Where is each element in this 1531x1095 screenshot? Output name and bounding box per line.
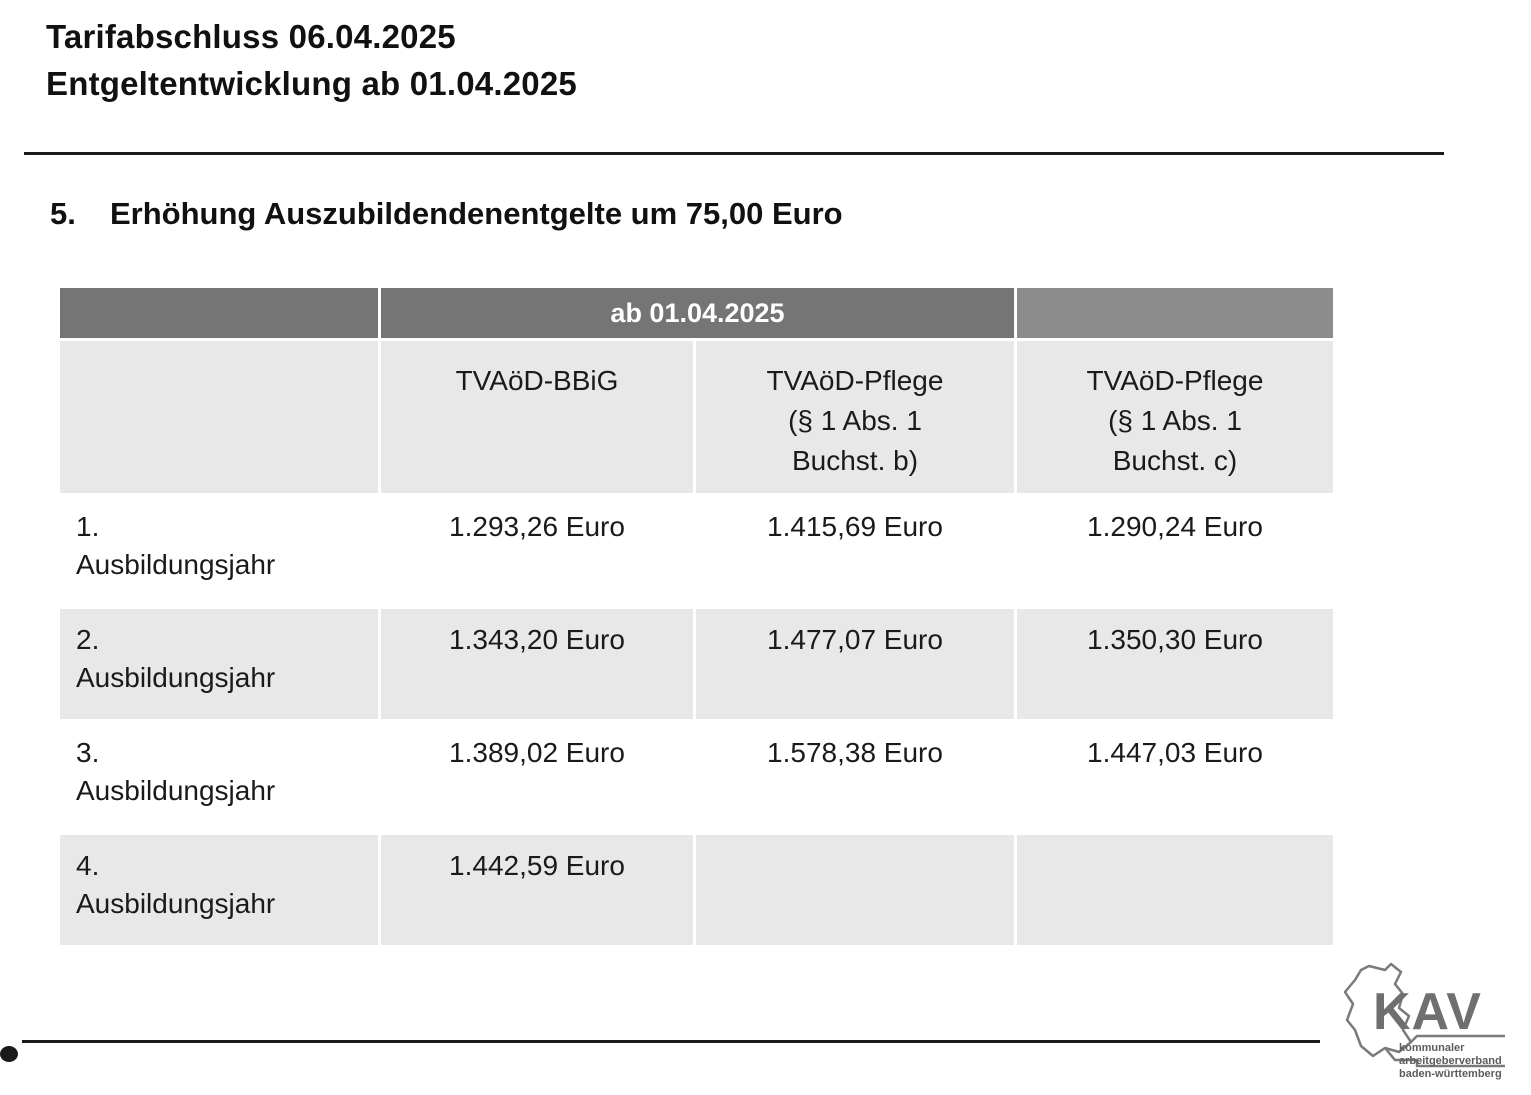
cell-year-2-pflege-c: 1.350,30 Euro bbox=[1017, 609, 1333, 719]
column-header-pflege-b-line-2: (§ 1 Abs. 1 bbox=[788, 404, 922, 436]
header-divider bbox=[24, 152, 1444, 155]
cell-year-2-bbig: 1.343,20 Euro bbox=[381, 609, 693, 719]
row-label-year-1 bbox=[60, 496, 378, 606]
row-label-line-1: 3. bbox=[76, 737, 100, 768]
cell-year-3-bbig: 1.389,02 Euro bbox=[381, 722, 693, 832]
kav-logo-subtitle-line-3: baden-württemberg bbox=[1399, 1067, 1502, 1080]
row-label-year-2 bbox=[60, 609, 378, 719]
footer-dot-mark bbox=[0, 1046, 18, 1062]
row-label-line-2: Ausbildungsjahr bbox=[76, 662, 276, 694]
row-label-line-1: 2. bbox=[76, 624, 100, 655]
cell-year-3-pflege-b: 1.578,38 Euro bbox=[696, 722, 1014, 832]
row-label-line-2: Ausbildungsjahr bbox=[76, 888, 276, 920]
column-header-tvaoed-pflege-c bbox=[1017, 341, 1333, 493]
cell-year-3-pflege-c: 1.447,03 Euro bbox=[1017, 722, 1333, 832]
band-cell-right bbox=[1017, 288, 1333, 338]
document-header bbox=[46, 14, 1466, 108]
cell-year-1-pflege-c: 1.290,24 Euro bbox=[1017, 496, 1333, 606]
table-band-row bbox=[60, 288, 1333, 338]
row-label-line-2: Ausbildungsjahr bbox=[76, 549, 276, 581]
section-title-text: Erhöhung Auszubildendenentgelte um 75,00 Euro bbox=[110, 196, 843, 231]
rate-table-container bbox=[57, 285, 1327, 948]
row-label-line-1: 4. bbox=[76, 850, 100, 881]
table-row bbox=[60, 496, 1333, 606]
header-title-line-1: Tarifabschluss 06.04.2025 bbox=[46, 18, 456, 55]
section-number: 5. bbox=[50, 196, 76, 231]
section-heading bbox=[50, 196, 843, 232]
table-header-row bbox=[60, 341, 1333, 493]
cell-year-4-pflege-c bbox=[1017, 835, 1333, 945]
table-row bbox=[60, 609, 1333, 719]
column-header-pflege-c-line-2: (§ 1 Abs. 1 bbox=[1108, 404, 1242, 436]
kav-logo-subtitle-line-1: kommunaler bbox=[1399, 1042, 1465, 1054]
cell-year-1-pflege-b: 1.415,69 Euro bbox=[696, 496, 1014, 606]
column-header-pflege-c-line-3: Buchst. c) bbox=[1112, 444, 1238, 476]
row-label-line-1: 1. bbox=[76, 511, 100, 542]
kav-logo-subtitle-line-2: arbeitgeberverband bbox=[1399, 1054, 1502, 1067]
cell-year-2-pflege-b: 1.477,07 Euro bbox=[696, 609, 1014, 719]
kav-logo bbox=[1325, 960, 1525, 1080]
cell-year-1-bbig: 1.293,26 Euro bbox=[381, 496, 693, 606]
column-header-tvaoed-pflege-b bbox=[696, 341, 1014, 493]
kav-logo-subtitle bbox=[1399, 1042, 1502, 1081]
column-header-empty bbox=[60, 341, 378, 493]
column-header-pflege-b-line-1: TVAöD-Pflege bbox=[766, 365, 944, 396]
column-header-pflege-c-line-1: TVAöD-Pflege bbox=[1086, 365, 1264, 396]
kav-logo-text: KAV bbox=[1373, 983, 1482, 1041]
header-title-line-2: Entgeltentwicklung ab 01.04.2025 bbox=[46, 64, 577, 102]
footer-divider bbox=[22, 1040, 1320, 1043]
row-label-year-4 bbox=[60, 835, 378, 945]
column-header-pflege-b-line-3: Buchst. b) bbox=[791, 444, 919, 476]
cell-year-4-bbig: 1.442,59 Euro bbox=[381, 835, 693, 945]
row-label-line-2: Ausbildungsjahr bbox=[76, 775, 276, 807]
cell-year-4-pflege-b bbox=[696, 835, 1014, 945]
column-header-tvaoed-bbig bbox=[381, 341, 693, 493]
band-cell-left bbox=[60, 288, 378, 338]
rate-table bbox=[57, 285, 1336, 948]
band-cell-date: ab 01.04.2025 bbox=[381, 288, 1014, 338]
row-label-year-3 bbox=[60, 722, 378, 832]
table-row bbox=[60, 722, 1333, 832]
table-row bbox=[60, 835, 1333, 945]
column-header-bbig-line-1: TVAöD-BBiG bbox=[455, 365, 619, 396]
